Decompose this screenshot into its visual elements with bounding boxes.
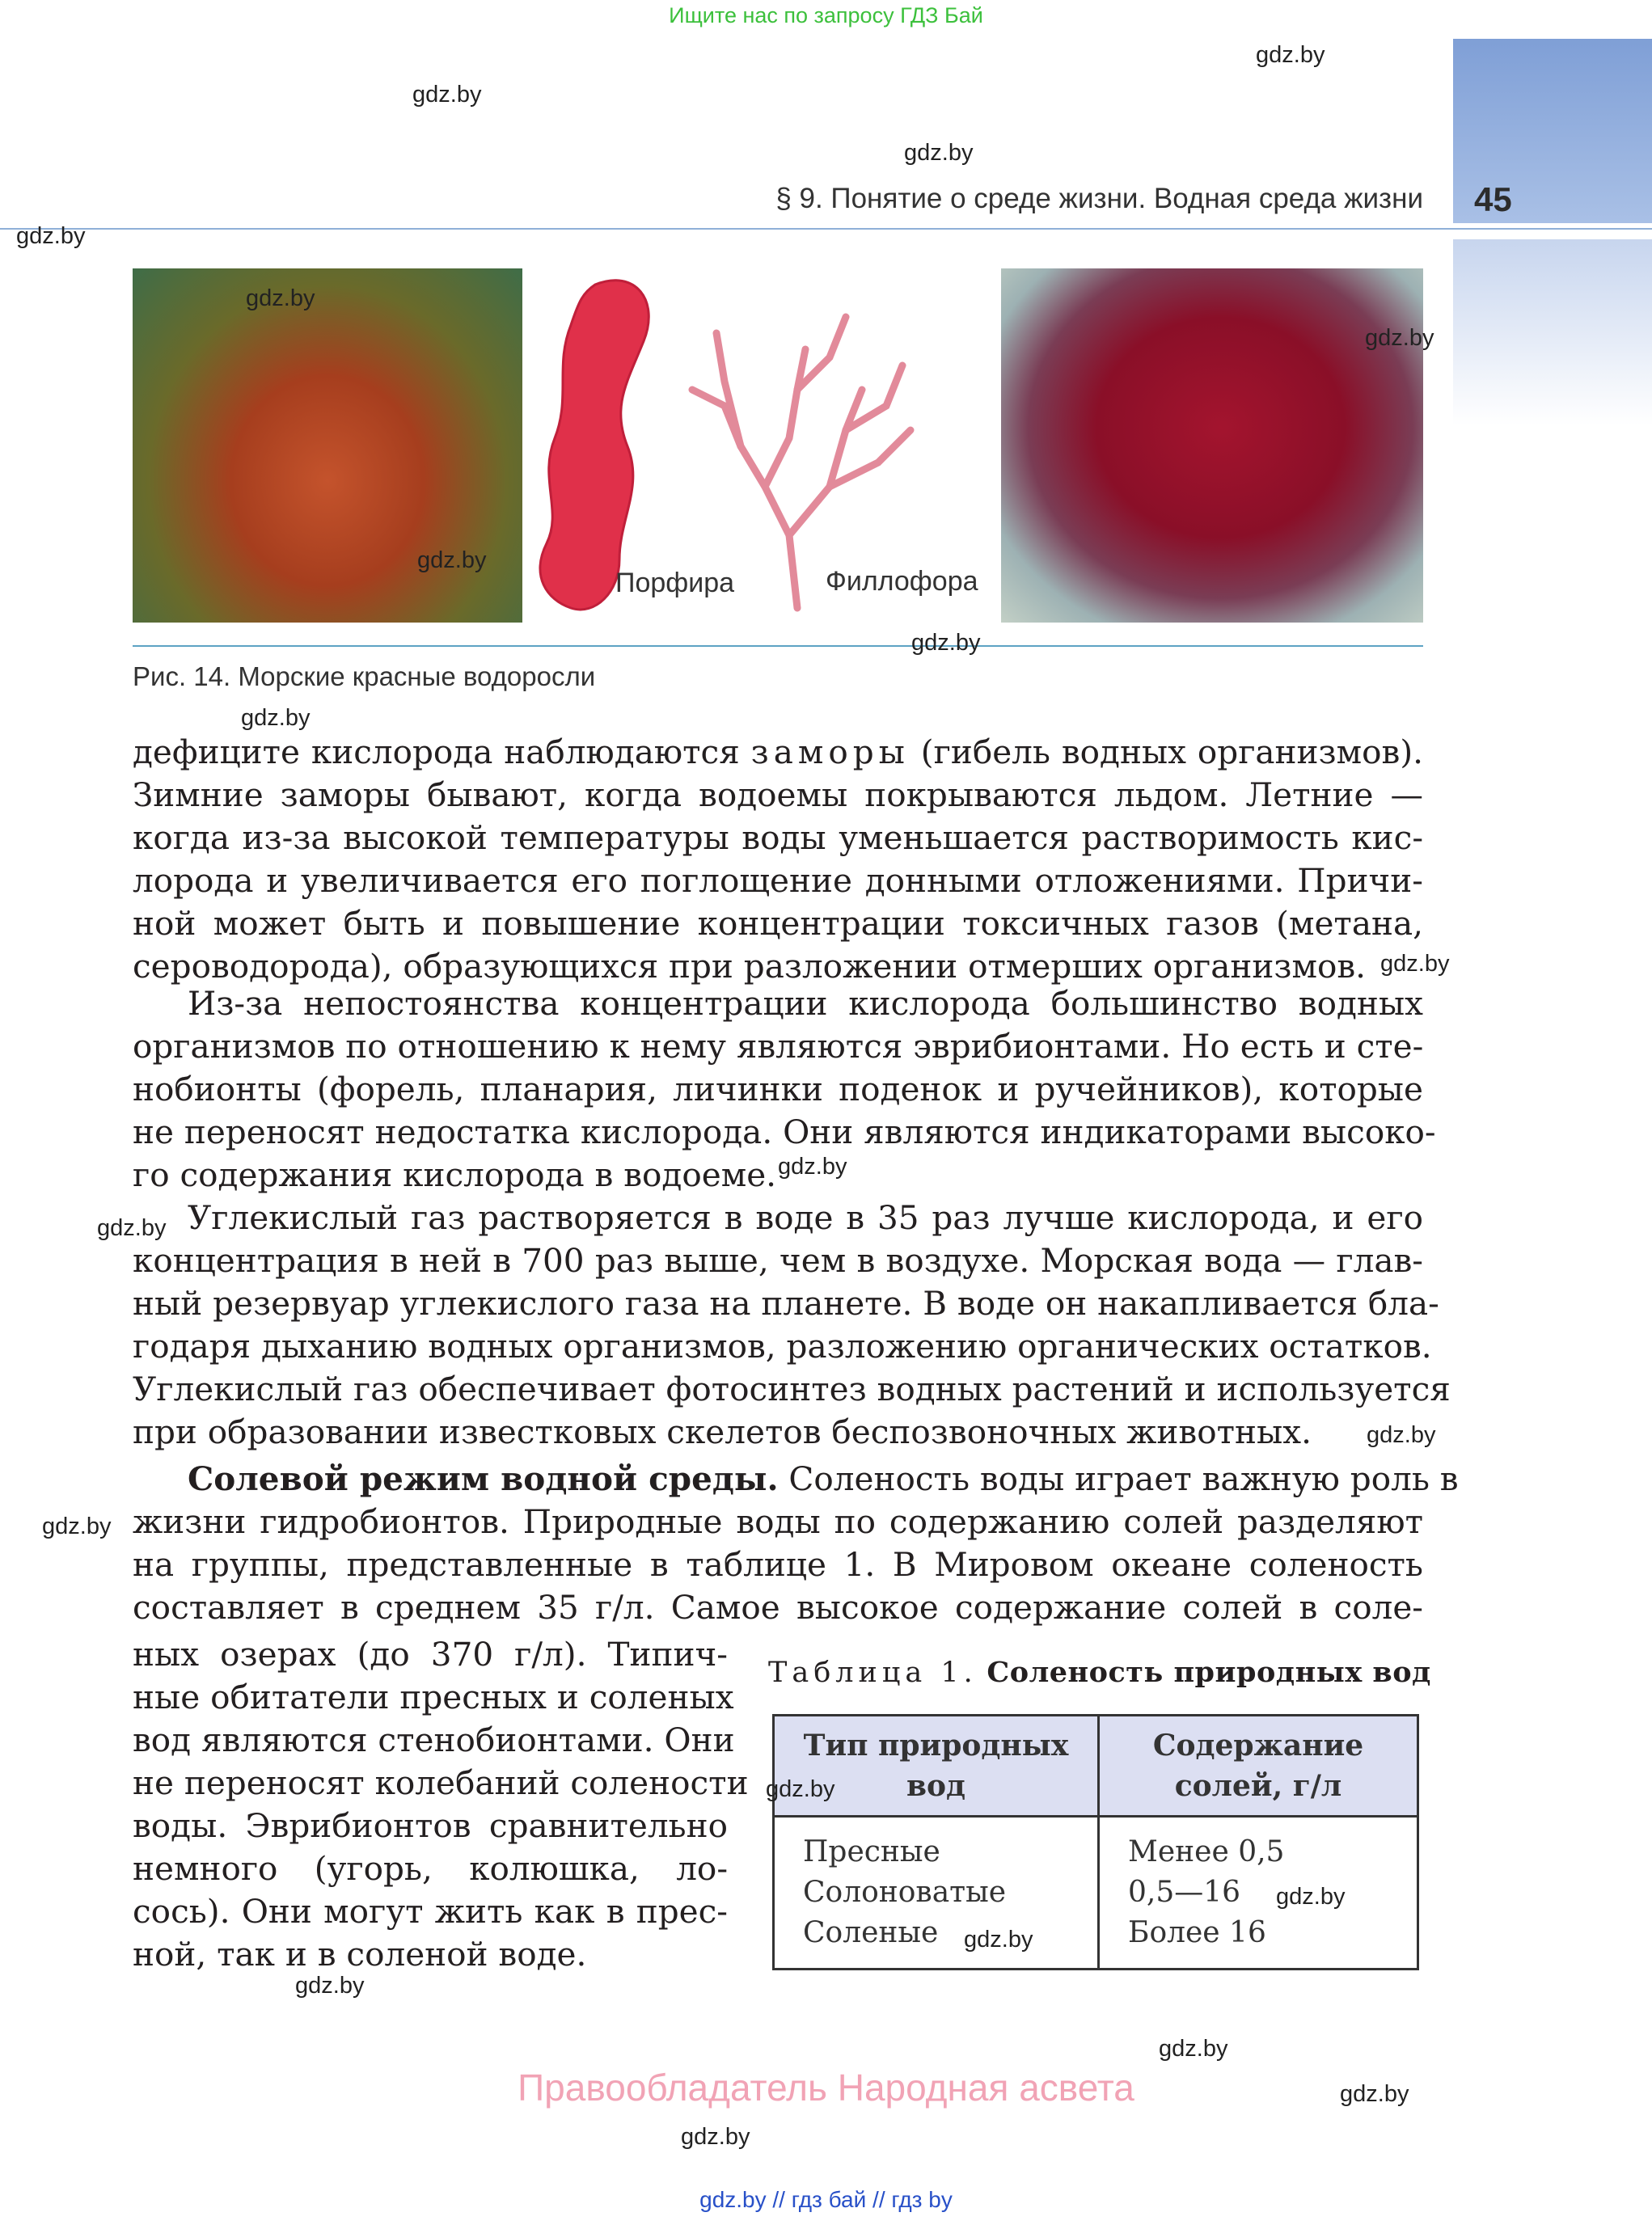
text-line: ный резервуар углекислого газа на планете. В воде он накапливается бла- [133,1284,1439,1323]
text-line: ной может быть и повышение концентрации токсичных газов (метана, [133,904,1423,943]
paragraph-3 [133,1197,1451,1454]
watermark: gdz.by [241,705,311,731]
red-algae-photo-right [1001,268,1423,623]
watermark: gdz.by [1276,1884,1346,1910]
salinity-table [772,1714,1419,1970]
header-rule [0,228,1652,230]
label-porphyra: Порфира [615,568,735,598]
label-phyllophora: Филлофора [826,566,978,597]
page-number-tab [1453,39,1652,223]
watermark: gdz.by [295,1973,365,1999]
column-header: Содержание солей, г/л [1099,1716,1418,1817]
text-line: Солевой режим водной среды. Соленость воды играет важную роль в [188,1459,1459,1498]
text-line: при образовании известковых скелетов беспозвоночных животных. [133,1412,1312,1451]
text-line: немного (угорь, колюшка, ло- [133,1849,728,1888]
watermark: gdz.by [1367,1422,1436,1448]
text-line: Из-за непостоянства концентрации кислорода большинство водных [188,984,1423,1023]
copyright-footer: Правообладатель Народная асвета [518,2067,1134,2109]
watermark: gdz.by [42,1514,112,1539]
top-banner[interactable]: Ищите нас по запросу ГДЗ Бай [669,3,983,27]
text-line: Зимние заморы бывают, когда водоемы покрываются льдом. Летние — [133,775,1423,814]
heading-salt-regime: Солевой режим водной среды. [188,1459,779,1498]
text-line: когда из-за высокой температуры воды уменьшается растворимость кис- [133,818,1423,857]
table-header-row [774,1716,1418,1817]
text-line: ных озерах (до 370 г/л). Типич- [133,1635,728,1674]
page-number: 45 [1474,180,1512,218]
algae-illustration [522,268,1001,623]
watermark: gdz.by [766,1776,835,1802]
text-line: составляет в среднем 35 г/л. Самое высокое содержание солей в соле- [133,1588,1423,1627]
text-line: ные обитатели пресных и соленых [133,1678,734,1716]
watermark: gdz.by [911,630,981,656]
salt-content-cell: Менее 0,5 0,5—16 Более 16 [1099,1817,1418,1970]
phyllophora-drawing [692,317,911,608]
text-line: вод являются стенобионтами. Они [133,1720,735,1759]
text-line: концентрация в ней в 700 раз выше, чем в воздухе. Морская вода — глав- [133,1241,1423,1280]
watermark: gdz.by [904,140,974,166]
text-line: жизни гидробионтов. Природные воды по содержанию солей разделяют [133,1502,1423,1541]
watermark: gdz.by [964,1927,1033,1953]
watermark: gdz.by [1380,951,1450,977]
column-header: Тип природных вод [774,1716,1099,1817]
text-line: сероводорода), образующихся при разложении отмерших организмов. [133,947,1366,986]
term-zamory: заморы [750,733,910,771]
text-line: сось). Они могут жить как в прес- [133,1892,728,1931]
text-line: не переносят недостатка кислорода. Они являются индикаторами высоко- [133,1112,1436,1151]
water-types-cell: Пресные Солоноватые Соленые [774,1817,1099,1970]
watermark: gdz.by [417,547,487,573]
watermark: gdz.by [412,82,482,108]
watermark: gdz.by [681,2124,750,2150]
table-title: Таблица 1. Соленость природных вод [768,1656,1431,1689]
text-line: воды. Эврибионтов сравнительно [133,1806,728,1845]
paragraph-4-column [133,1633,749,1976]
watermark: gdz.by [16,223,86,249]
text-line: Углекислый газ растворяется в воде в 35 раз лучше кислорода, и его [188,1198,1423,1237]
porphyra-drawing [540,281,649,610]
figure-rule [133,645,1423,647]
side-fade [1453,239,1652,425]
text-line: го содержания кислорода в водоеме. [133,1155,777,1194]
bottom-links[interactable]: gdz.by // гдз бай // гдз by [699,2187,953,2212]
text-line: Углекислый газ обеспечивает фотосинтез водных растений и используется [133,1370,1451,1408]
watermark: gdz.by [246,285,315,311]
watermark: gdz.by [1340,2081,1409,2107]
text-line: лорода и увеличивается его поглощение донными отложениями. Причи- [133,861,1423,900]
watermark: gdz.by [1159,2036,1228,2062]
watermark: gdz.by [1256,42,1325,68]
text-line: организмов по отношению к нему являются эврибионтами. Но есть и сте- [133,1027,1424,1066]
text-line: не переносят колебаний солености [133,1763,749,1802]
text-line: на группы, представленные в таблице 1. В Мировом океане соленость [133,1545,1423,1584]
watermark: gdz.by [778,1154,847,1180]
watermark: gdz.by [97,1215,167,1241]
figure-caption: Рис. 14. Морские красные водоросли [133,661,596,691]
text-line: нобионты (форель, планария, личинки поденок и ручейников), которые [133,1070,1423,1108]
text-line: ной, так и в соленой воде. [133,1935,587,1974]
running-head: § 9. Понятие о среде жизни. Водная среда жизни [775,183,1423,214]
text-line: дефиците кислорода наблюдаются заморы (гибель водных организмов). [133,733,1423,771]
paragraph-4 [133,1458,1459,1629]
watermark: gdz.by [1365,325,1434,351]
text-line: годаря дыханию водных организмов, разложению органических остатков. [133,1327,1432,1366]
paragraph-1 [133,731,1423,988]
